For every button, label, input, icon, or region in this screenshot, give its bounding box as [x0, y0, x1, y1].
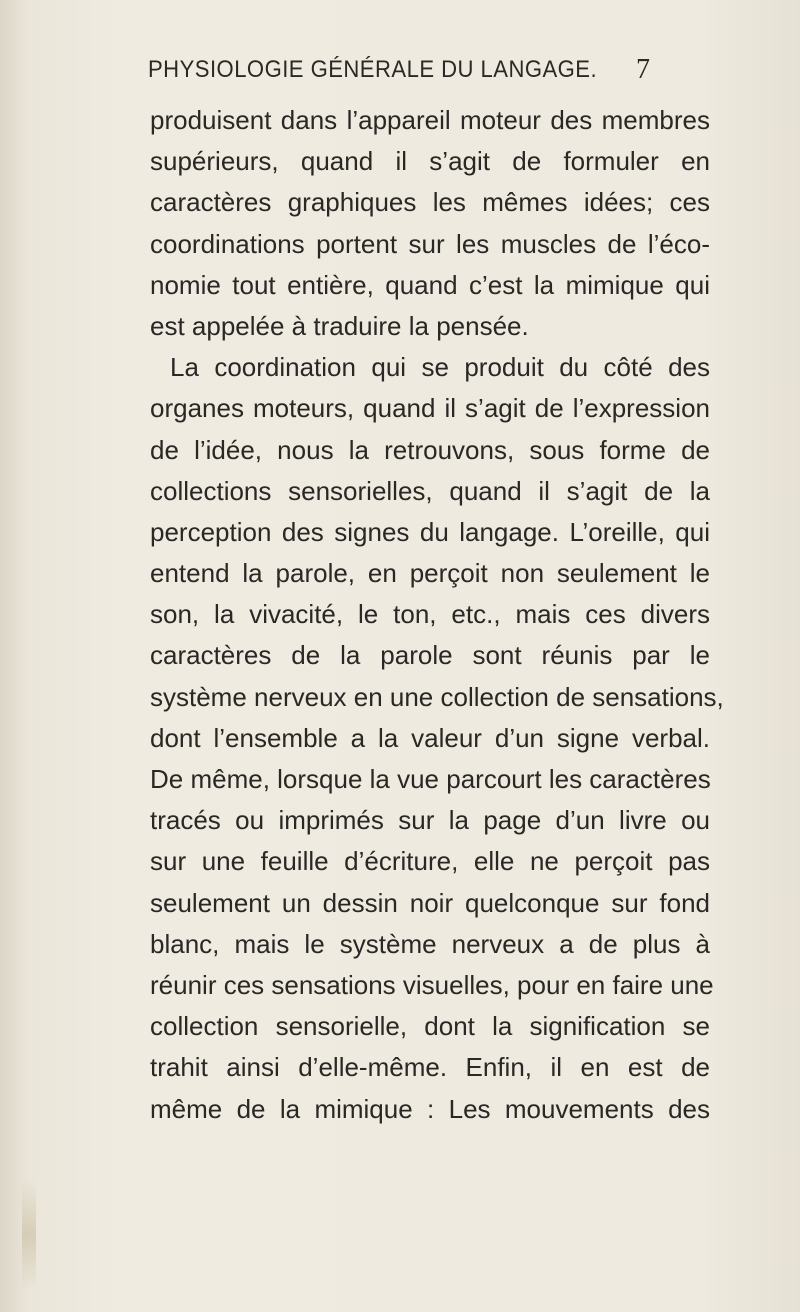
running-head: PHYSIOLOGIE GÉNÉRALE DU LANGAGE. — [148, 56, 598, 83]
paper-stain — [22, 1180, 36, 1290]
text-line: collections sensorielles, quand il s’agit de la — [150, 475, 710, 506]
text-line: trahit ainsi d’elle-même. Enfin, il en est de — [150, 1052, 710, 1083]
text-line: seulement un dessin noir quelconque sur fond — [150, 887, 710, 918]
text-line: De même, lorsque la vue parcourt les caractères — [150, 764, 711, 794]
text-line: tracés ou imprimés sur la page d’un livre ou — [150, 805, 710, 836]
text-line: entend la parole, en perçoit non seulement le — [150, 558, 710, 589]
text-line: de l’idée, nous la retrouvons, sous forme de — [150, 434, 710, 465]
text-line: collection sensorielle, dont la signification se — [150, 1011, 710, 1042]
text-line: dont l’ensemble a la valeur d’un signe verbal. — [150, 722, 710, 753]
text-line: même de la mimique : Les mouvements des — [150, 1093, 710, 1124]
text-line: sur une feuille d’écriture, elle ne perçoit pas — [150, 846, 710, 877]
body-text — [150, 100, 724, 1130]
text-line: son, la vivacité, le ton, etc., mais ces divers — [150, 599, 710, 630]
text-line: perception des signes du langage. L’oreille, qui — [150, 516, 710, 547]
text-line: blanc, mais le système nerveux a de plus à — [150, 928, 710, 959]
text-line: coordinations portent sur les muscles de l’éco- — [150, 228, 710, 259]
page-number: 7 — [636, 54, 650, 85]
text-line: produisent dans l’appareil moteur des membres — [150, 105, 710, 135]
text-line: La coordination qui se produit du côté des — [170, 352, 710, 383]
text-line: caractères graphiques les mêmes idées; ces — [150, 187, 710, 218]
text-line: système nerveux en une collection de sensations, — [150, 681, 724, 712]
text-line: est appelée à traduire la pensée. — [150, 310, 529, 341]
page-header — [0, 56, 800, 96]
text-line: supérieurs, quand il s’agit de formuler en — [150, 146, 710, 177]
text-line: nomie tout entière, quand c’est la mimique qui — [150, 269, 710, 300]
text-line: organes moteurs, quand il s’agit de l’expression — [150, 393, 710, 424]
text-line: caractères de la parole sont réunis par le — [150, 640, 710, 671]
text-line: réunir ces sensations visuelles, pour en faire une — [150, 969, 714, 1000]
